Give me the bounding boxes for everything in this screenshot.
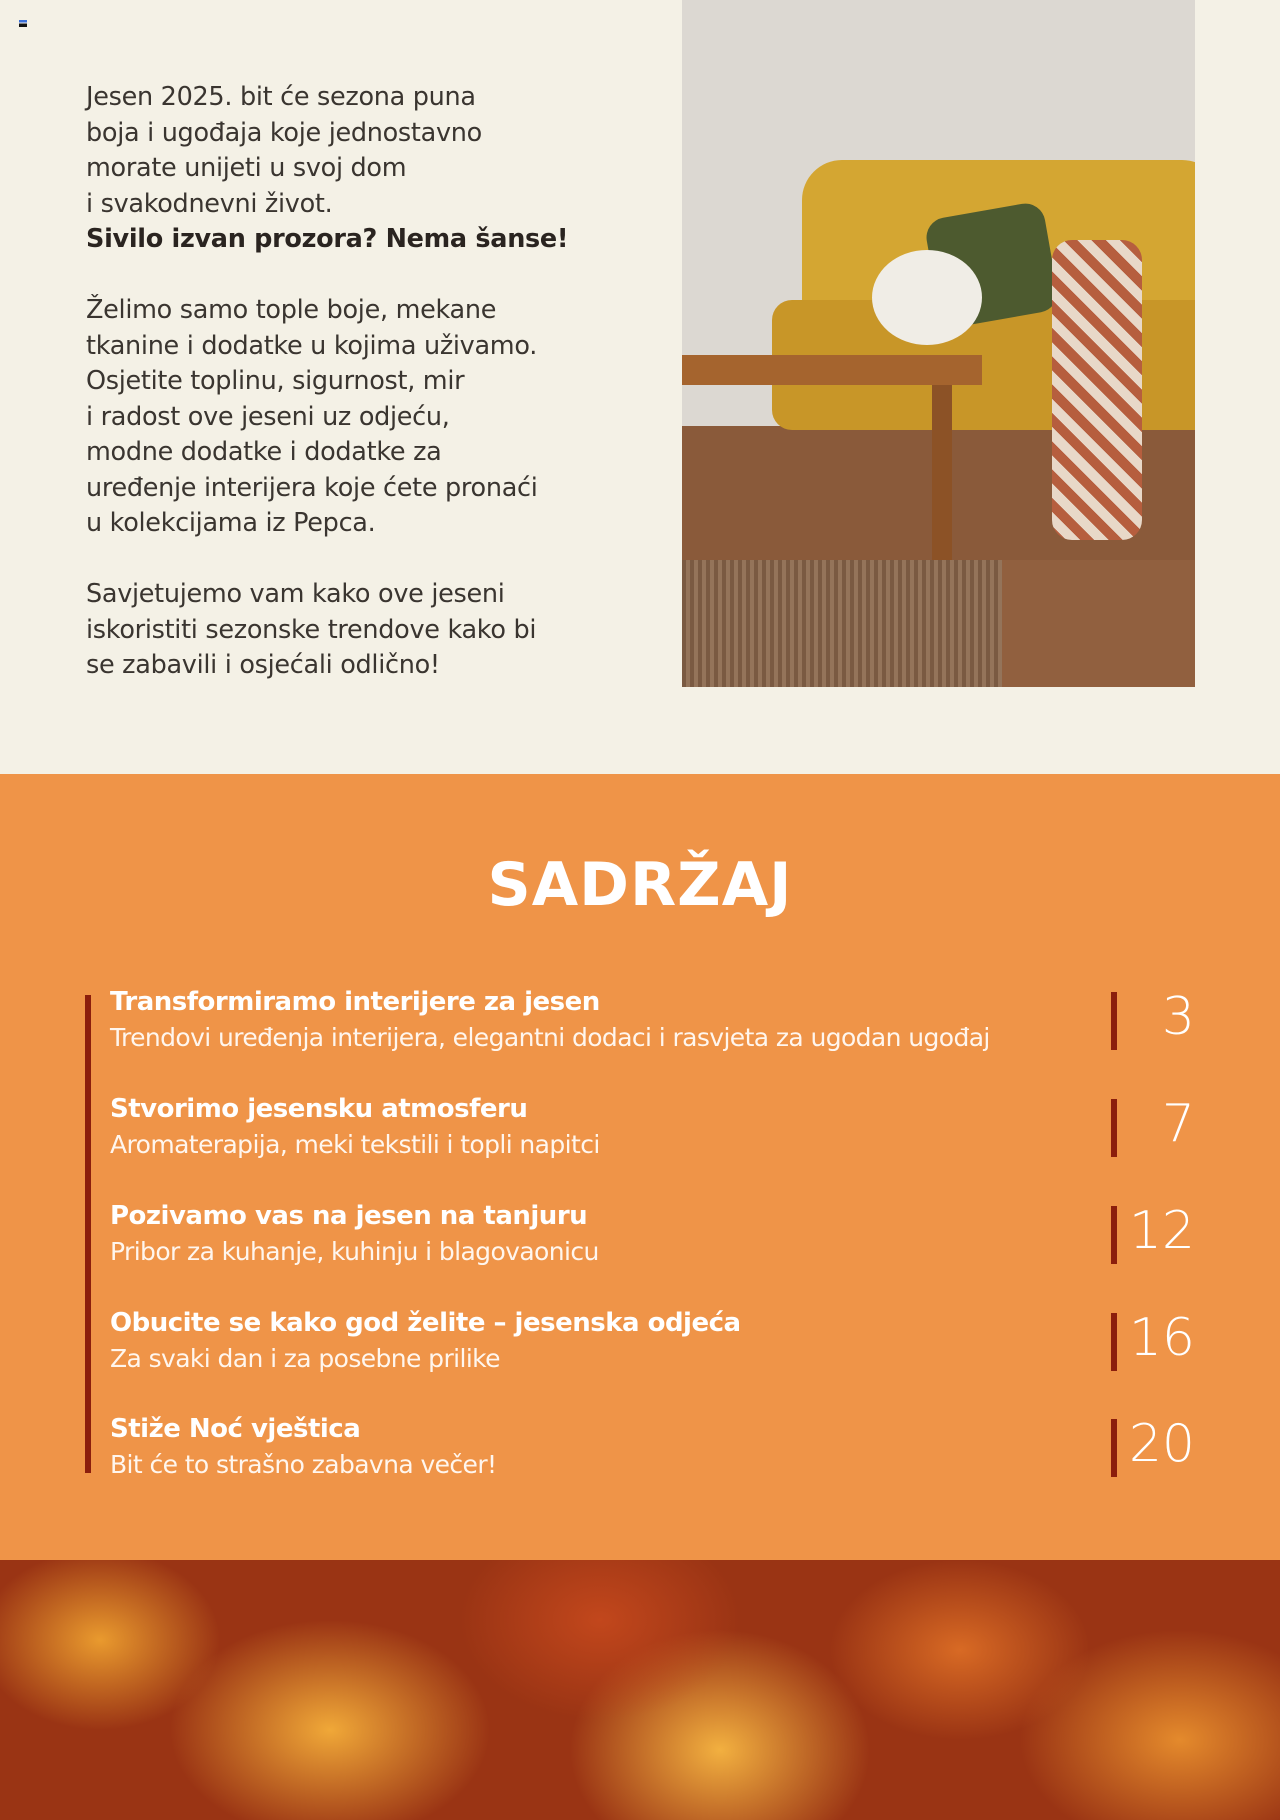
toc-item-subtitle: Bit će to strašno zabavna večer! xyxy=(110,1450,497,1479)
table-of-contents xyxy=(0,774,1280,1560)
toc-item[interactable] xyxy=(110,1198,1210,1268)
line: i svakodnevni život. xyxy=(86,188,333,219)
toc-item-page: 3 xyxy=(1161,987,1195,1047)
line: tkanine i dodatke u kojima uživamo. xyxy=(86,330,538,361)
toc-item-title: Stiže Noć vještica xyxy=(110,1414,361,1444)
toc-item-page: 20 xyxy=(1128,1414,1195,1474)
page-divider xyxy=(1111,1099,1117,1157)
line: Jesen 2025. bit će sezona puna xyxy=(86,82,476,112)
toc-item[interactable] xyxy=(110,984,1210,1054)
intro-text xyxy=(86,80,606,719)
toc-item[interactable] xyxy=(110,1091,1210,1161)
line: se zabavili i osjećali odlično! xyxy=(86,650,440,680)
toc-item-title: Pozivamo vas na jesen na tanjuru xyxy=(110,1201,588,1231)
line: iskoristiti sezonske trendove kako bi xyxy=(86,614,537,645)
toc-item-title: Transformiramo interijere za jesen xyxy=(110,987,600,1017)
flag-icon xyxy=(19,20,27,27)
line: modne dodatke i dodatke za xyxy=(86,437,442,467)
autumn-leaves-photo xyxy=(0,1560,1280,1820)
toc-item-subtitle: Trendovi uređenja interijera, elegantni dodaci i rasvjeta za ugodan ugođaj xyxy=(110,1023,990,1052)
page-divider xyxy=(1111,992,1117,1050)
line: Savjetujemo vam kako ove jeseni xyxy=(86,579,505,609)
toc-item-page: 7 xyxy=(1161,1094,1195,1154)
toc-item-page: 16 xyxy=(1128,1308,1195,1368)
intro-paragraph-2 xyxy=(86,293,606,542)
line: i radost ove jeseni uz odjeću, xyxy=(86,401,450,432)
autumn-living-room-photo xyxy=(682,0,1195,687)
line: uređenje interijera koje ćete pronaći xyxy=(86,472,538,503)
toc-item[interactable] xyxy=(110,1411,1210,1481)
toc-left-bar xyxy=(85,995,91,1473)
intro-paragraph-1 xyxy=(86,80,606,258)
toc-item-subtitle: Pribor za kuhanje, kuhinju i blagovaonicu xyxy=(110,1237,599,1266)
line: morate unijeti u svoj dom xyxy=(86,153,407,183)
toc-item[interactable] xyxy=(110,1305,1210,1375)
toc-item-title: Stvorimo jesensku atmosferu xyxy=(110,1094,528,1124)
intro-bold-line: Sivilo izvan prozora? Nema šanse! xyxy=(86,224,569,254)
line: boja i ugođaja koje jednostavno xyxy=(86,117,482,148)
toc-item-page: 12 xyxy=(1128,1201,1195,1261)
toc-item-subtitle: Aromaterapija, meki tekstili i topli napitci xyxy=(110,1130,600,1159)
page-divider xyxy=(1111,1206,1117,1264)
toc-item-subtitle: Za svaki dan i za posebne prilike xyxy=(110,1344,500,1373)
line: u kolekcijama iz Pepca. xyxy=(86,508,376,538)
line: Osjetite toplinu, sigurnost, mir xyxy=(86,366,465,396)
intro-paragraph-3 xyxy=(86,577,606,684)
toc-item-title: Obucite se kako god želite – jesenska odjeća xyxy=(110,1308,741,1338)
page-divider xyxy=(1111,1313,1117,1371)
page-divider xyxy=(1111,1419,1117,1477)
toc-title: SADRŽAJ xyxy=(487,850,793,920)
line: Želimo samo tople boje, mekane xyxy=(86,295,497,325)
